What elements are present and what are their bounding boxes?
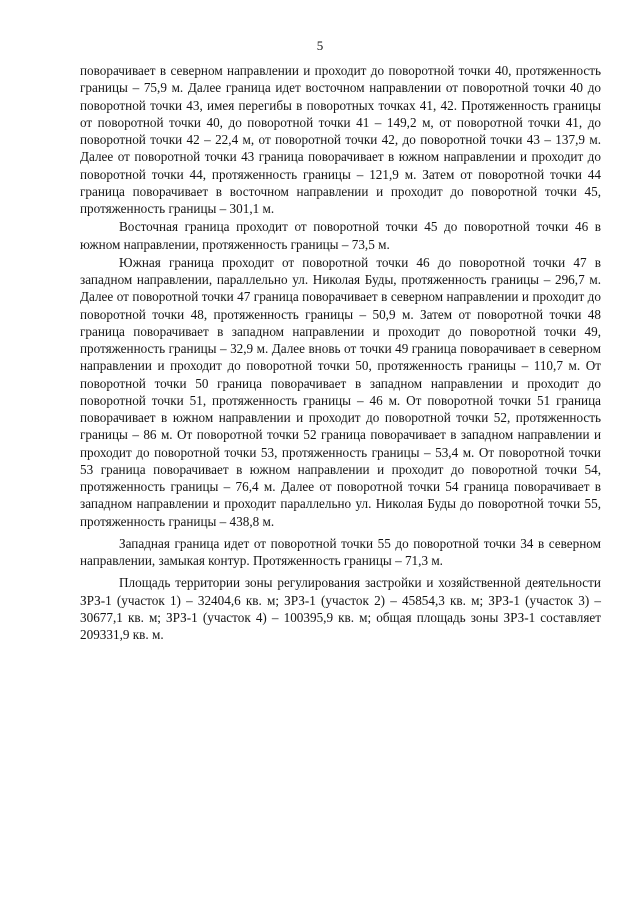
- paragraph-north-boundary-continuation: поворачивает в северном направлении и проходит до поворотной точки 40, протяженность границы – 75,9 м. Далее граница идет восточном направлении от поворотной точки 40 до поворотной точки 43, имея перегибы в поворотных точках 41, 42. Протяженность границы от поворотной точки 40, до поворотной точки 41 – 149,2 м, от поворотной точки 41, до поворотной точки 42 – 22,4 м, от поворотной точки 42, до поворотной точки 43 – 137,9 м. Далее от поворотной точки 43 граница поворачивает в южном направлении и проходит до поворотной точки 44, протяженность границы – 121,9 м. Затем от поворотной точки 44 граница поворачивает в восточном направлении и проходит до поворотной точки 45, протяженность границы – 301,1 м.: [80, 63, 601, 216]
- page-number: 5: [316, 38, 324, 53]
- paragraph-south-boundary: Южная граница проходит от поворотной точки 46 до поворотной точки 47 в западном направлении, параллельно ул. Николая Буды, протяженность границы – 296,7 м. Далее от поворотной точки 47 граница поворачивает в северном направлении и проходит до поворотной точки 48, протяженность границы – 50,9 м. Затем от поворотной точки 48 граница поворачивает в западном направлении и проходит до поворотной точки 49, протяженность границы – 32,9 м. Далее вновь от точки 49 граница поворачивает в северном направлении и проходит до поворотной точки 50, протяженность границы – 110,7 м. От поворотной точки 50 граница поворачивает в западном направлении и проходит до поворотной точки 51, протяженность границы – 46 м. От поворотной точки 51 граница поворачивает в южном направлении и проходит до поворотной точки 52, протяженность границы – 86 м. От поворотной точки 52 граница поворачивает в западном направлении и проходит до поворотной точки 53, протяженность границы – 53,4 м. От поворотной точки 53 граница поворачивает в южном направлении и проходит до поворотной точки 54, протяженность границы – 76,4 м. Далее от поворотной точки 54 граница поворачивает в западном направлении и проходит параллельно ул. Николая Буды до поворотной точки 55, протяженность границы – 438,8 м.: [80, 254, 601, 529]
- paragraph-west-boundary: Западная граница идет от поворотной точки 55 до поворотной точки 34 в северном направлении, замыкая контур. Протяженность границы – 71,3 м.: [80, 535, 601, 568]
- paragraph-zone-area: Площадь территории зоны регулирования застройки и хозяйственной деятельности ЗРЗ-1 (участок 1) – 32404,6 кв. м; ЗРЗ-1 (участок 2) – 45854,3 кв. м; ЗРЗ-1 (участок 3) – 30677,1 кв. м; ЗРЗ-1 (участок 4) – 100395,9 кв. м; общая площадь зоны ЗРЗ-1 составляет 209331,9 кв. м.: [80, 575, 601, 642]
- paragraph-east-boundary: Восточная граница проходит от поворотной точки 45 до поворотной точки 46 в южном направлении, протяженность границы – 73,5 м.: [80, 219, 601, 252]
- document-body: [80, 62, 601, 643]
